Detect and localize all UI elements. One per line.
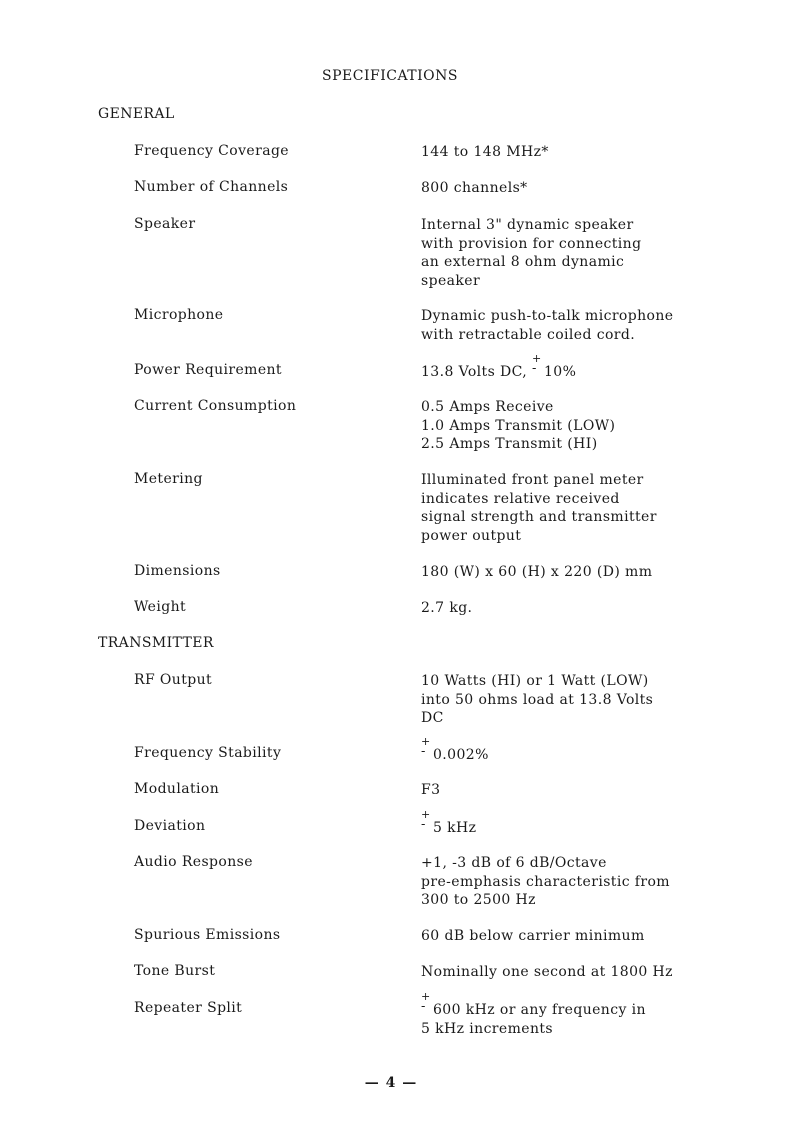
spec-label: Spurious Emissions [134, 927, 281, 943]
spec-value: 180 (W) x 60 (H) x 220 (D) mm [421, 564, 653, 580]
spec-label: Frequency Stability [134, 745, 282, 761]
spec-label: RF Output [134, 672, 213, 688]
spec-value: Illuminated front panel meter indicates relative received signal strength and transmitter power output [421, 472, 657, 544]
spec-label: Repeater Split [134, 1000, 243, 1016]
spec-value: 13.8 Volts DC, + - 10% [421, 352, 577, 380]
page-title: SPECIFICATIONS [322, 68, 458, 84]
spec-value: Internal 3" dynamic speaker with provision for connecting an external 8 ohm dynamic speaker [421, 217, 642, 289]
spec-value: +1, -3 dB of 6 dB/Octave pre-emphasis characteristic from 300 to 2500 Hz [421, 855, 670, 908]
spec-value: 60 dB below carrier minimum [421, 928, 645, 944]
spec-label: Dimensions [134, 563, 221, 579]
spec-label: Metering [134, 471, 203, 487]
spec-label: Power Requirement [134, 362, 282, 378]
spec-value: + - 5 kHz [421, 808, 477, 836]
spec-label: Speaker [134, 216, 196, 232]
spec-label: Current Consumption [134, 398, 297, 414]
spec-label: Modulation [134, 781, 220, 797]
section-heading-general: GENERAL [98, 106, 175, 122]
spec-value: F3 [421, 782, 441, 798]
spec-value: + - 600 kHz or any frequency in 5 kHz increments [421, 990, 646, 1037]
spec-label: Microphone [134, 307, 224, 323]
spec-value: 10 Watts (HI) or 1 Watt (LOW) into 50 ohms load at 13.8 Volts DC [421, 673, 654, 726]
spec-value: + - 0.002% [421, 735, 489, 763]
spec-value: 800 channels* [421, 180, 528, 196]
plus-minus-symbol: + - [421, 808, 431, 832]
plus-minus-symbol: + - [531, 352, 542, 376]
spec-label: Number of Channels [134, 179, 289, 195]
spec-label: Deviation [134, 818, 206, 834]
spec-value: Dynamic push-to-talk microphone with retractable coiled cord. [421, 308, 674, 343]
spec-value: 2.7 kg. [421, 600, 473, 616]
spec-value: 0.5 Amps Receive 1.0 Amps Transmit (LOW) 2.5 Amps Transmit (HI) [421, 399, 616, 452]
spec-label: Audio Response [134, 854, 253, 870]
page-number: — 4 — [364, 1075, 418, 1091]
section-heading-transmitter: TRANSMITTER [98, 635, 214, 651]
plus-minus-symbol: + - [421, 735, 431, 759]
spec-value: 144 to 148 MHz* [421, 144, 549, 160]
spec-value: Nominally one second at 1800 Hz [421, 964, 673, 980]
spec-label: Frequency Coverage [134, 143, 289, 159]
plus-minus-symbol: + - [421, 990, 431, 1014]
spec-label: Tone Burst [134, 963, 216, 979]
spec-label: Weight [134, 599, 187, 615]
